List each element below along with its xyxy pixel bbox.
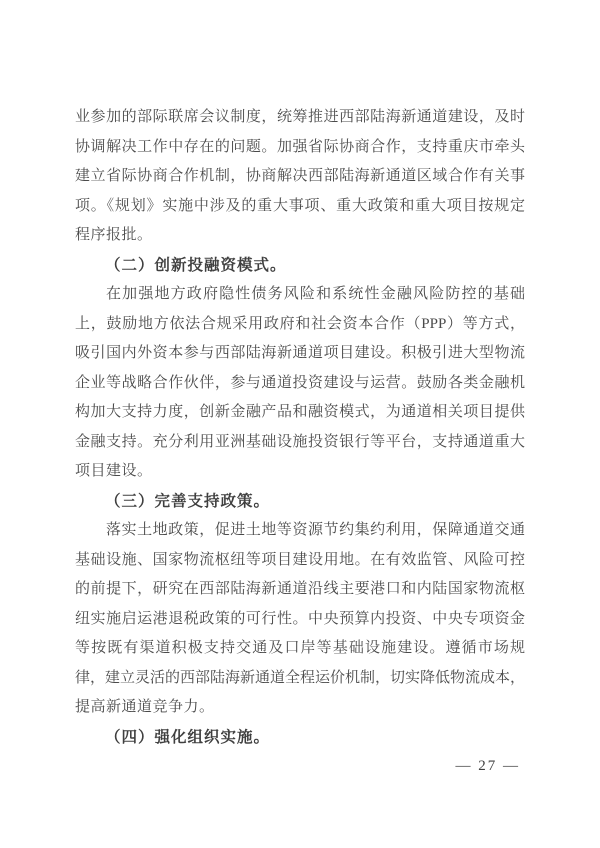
text-line: 项目建设。 — [75, 463, 153, 479]
text-line: 上，鼓励地方依法合规采用政府和社会资本合作（PPP）等方式， — [75, 315, 525, 332]
text-line: 建立省际协商合作机制，协商解决西部陆海新通道区域合作有关事 — [75, 168, 525, 184]
text-line: 在加强地方政府隐性债务风险和系统性金融风险防控的基础 — [106, 286, 525, 302]
text-line: 等按既有渠道积极支持交通及口岸等基础设施建设。遵循市场规 — [75, 640, 525, 656]
section-heading-4: （四）强化组织实施。 — [105, 728, 271, 746]
text-line: 基础设施、国家物流枢纽等项目建设用地。在有效监管、风险可控 — [75, 551, 525, 568]
section-heading-3: （三）完善支持政策。 — [105, 492, 271, 510]
text-line: 落实土地政策，促进土地等资源节约集约利用，保障通道交通 — [106, 522, 525, 538]
text-line: 项。《规划》实施中涉及的重大事项、重大政策和重大项目按规定 — [75, 197, 525, 214]
text-line: 金融支持。充分利用亚洲基础设施投资银行等平台，支持通道重大 — [75, 433, 525, 450]
page-number: — 27 — — [455, 758, 520, 774]
section-heading-2: （二）创新投融资模式。 — [105, 256, 287, 274]
text-line: 纽实施启运港退税政策的可行性。中央预算内投资、中央专项资金 — [75, 610, 525, 627]
text-line: 企业等战略合作伙伴，参与通道投资建设与运营。鼓励各类金融机 — [75, 374, 525, 391]
text-line: 吸引国内外资本参与西部陆海新通道项目建设。积极引进大型物流 — [75, 345, 525, 361]
text-line: 的前提下，研究在西部陆海新通道沿线主要港口和内陆国家物流枢 — [75, 581, 525, 597]
text-line: 提高新通道竞争力。 — [75, 699, 215, 715]
text-line: 律，建立灵活的西部陆海新通道全程运价机制，切实降低物流成本， — [75, 669, 525, 686]
text-line: 构加大支持力度，创新金融产品和融资模式，为通道相关项目提供 — [75, 404, 525, 420]
text-line: 业参加的部际联席会议制度，统筹推进西部陆海新通道建设，及时 — [75, 109, 525, 125]
text-line: 协调解决工作中存在的问题。加强省际协商合作，支持重庆市牵头 — [75, 138, 525, 155]
text-line: 程序报批。 — [75, 227, 153, 243]
document-text-block — [75, 103, 525, 752]
